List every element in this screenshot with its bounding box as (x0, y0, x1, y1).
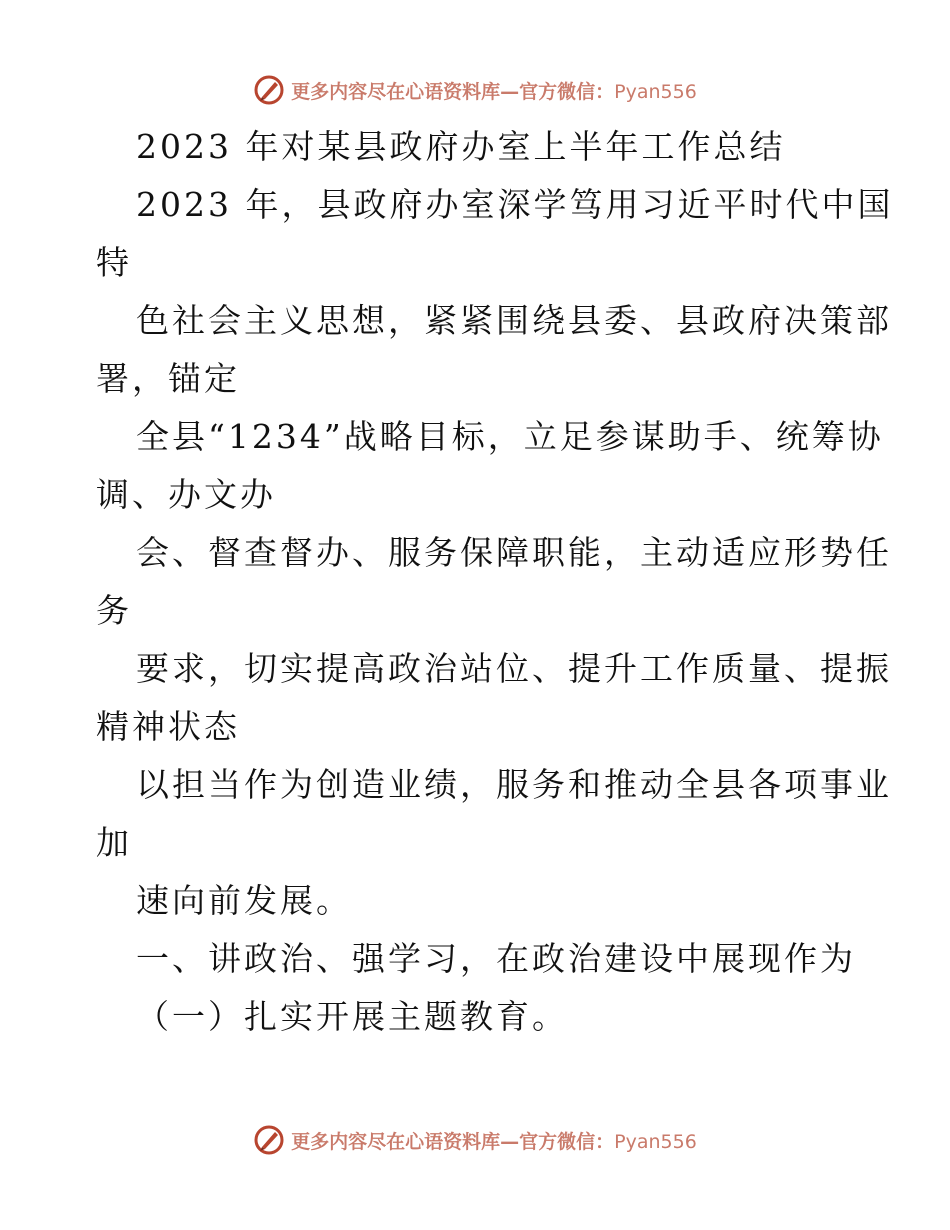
paragraph-line: 会、督查督办、服务保障职能，主动适应形势任 (136, 533, 892, 572)
watermark-wechat-id: Pyan556 (614, 1130, 697, 1153)
watermark-label: 更多内容尽在心语资料库—官方微信： (291, 1130, 615, 1153)
paragraph-line: 务 (96, 591, 132, 630)
paragraph-line: 全县“1234”战略目标，立足参谋助手、统筹协 (136, 417, 884, 456)
paragraph-line: 特 (96, 243, 132, 282)
paragraph-line: 精神状态 (96, 707, 240, 746)
paragraph-line: 色社会主义思想，紧紧围绕县委、县政府决策部 (136, 301, 892, 340)
watermark-wechat-id: Pyan556 (614, 80, 697, 103)
paragraph-line: 加 (96, 823, 132, 862)
watermark-text (291, 1127, 697, 1154)
paragraph-line: 调、办文办 (96, 475, 276, 514)
document-title: 2023 年对某县政府办室上半年工作总结 (136, 127, 786, 166)
paragraph-line: 以担当作为创造业绩，服务和推动全县各项事业 (136, 765, 892, 804)
pen-logo-icon (253, 74, 285, 106)
watermark-text (291, 77, 697, 104)
paragraph-line: 速向前发展。 (136, 881, 352, 920)
section-heading: 一、讲政治、强学习，在政治建设中展现作为 (136, 939, 856, 978)
paragraph-line: 要求，切实提高政治站位、提升工作质量、提振 (136, 649, 892, 688)
subsection-heading: （一）扎实开展主题教育。 (136, 997, 568, 1036)
watermark-label: 更多内容尽在心语资料库—官方微信： (291, 80, 615, 103)
paragraph-line: 2023 年，县政府办室深学笃用习近平时代中国 (136, 185, 894, 224)
footer-watermark (0, 1120, 950, 1160)
header-watermark (0, 70, 950, 110)
pen-logo-icon (253, 1124, 285, 1156)
paragraph-line: 署，锚定 (96, 359, 240, 398)
